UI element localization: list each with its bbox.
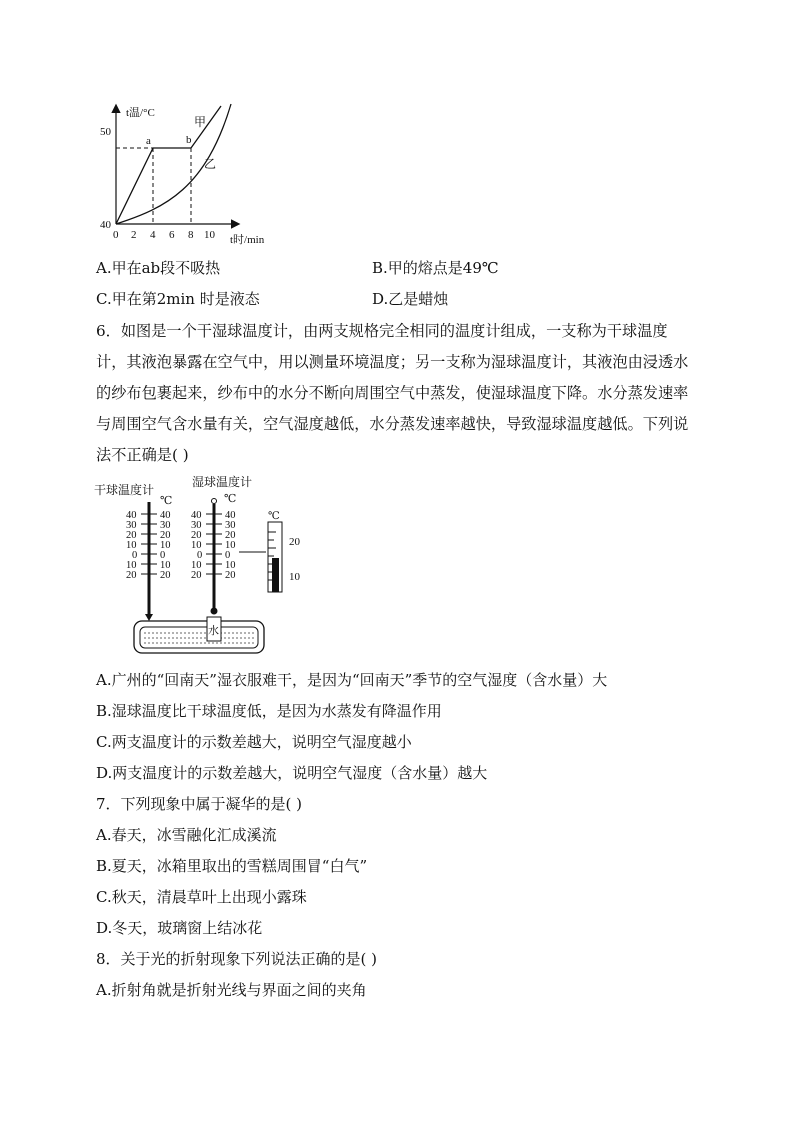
dry-right-20: 20 xyxy=(160,530,171,541)
q5-option-a: A.甲在ab段不吸热 xyxy=(96,259,221,277)
side-thermometer xyxy=(268,511,301,592)
dry-left-m10: 10 xyxy=(126,560,137,571)
wet-left-10: 10 xyxy=(191,540,202,551)
dry-left-m20: 20 xyxy=(126,570,137,581)
dry-right-0: 0 xyxy=(160,550,166,561)
wet-right-10: 10 xyxy=(225,540,236,551)
water-trough xyxy=(134,617,264,653)
q5-option-c: C.甲在第2min 时是液态 xyxy=(96,290,260,308)
point-a: a xyxy=(146,135,151,147)
x-tick-4: 4 xyxy=(150,229,156,241)
wet-left-40: 40 xyxy=(191,510,202,521)
scale-labels xyxy=(126,510,236,581)
x-axis-label: t时/min xyxy=(230,234,265,246)
dry-unit: ℃ xyxy=(160,495,173,507)
wet-right-20: 20 xyxy=(225,530,236,541)
x-ticks xyxy=(113,229,216,241)
wet-left-m20: 20 xyxy=(191,570,202,581)
wet-left-m10: 10 xyxy=(191,560,202,571)
y-tick-50: 50 xyxy=(100,126,111,138)
dry-left-20: 20 xyxy=(126,530,137,541)
dry-left-40: 40 xyxy=(126,510,137,521)
hygrometer-figure xyxy=(94,474,314,654)
q7-option-b: B.夏天，冰箱里取出的雪糕周围冒“白气” xyxy=(96,857,368,875)
x-tick-8: 8 xyxy=(188,229,194,241)
dry-thermometer xyxy=(141,502,157,621)
q6-option-d: D.两支温度计的示数差越大，说明空气湿度（含水量）越大 xyxy=(96,764,488,782)
y-axis-label: t温/°C xyxy=(126,107,155,119)
q6-option-a: A.广州的“回南天”湿衣服难干，是因为“回南天”季节的空气湿度（含水量）大 xyxy=(96,671,608,689)
dry-label: 干球温度计 xyxy=(94,483,155,497)
wet-label: 湿球温度计 xyxy=(192,475,253,489)
q7-option-d: D.冬天，玻璃窗上结冰花 xyxy=(96,919,263,937)
water-label: 水 xyxy=(208,625,219,637)
wet-right-m20: 20 xyxy=(225,570,236,581)
wet-right-40: 40 xyxy=(225,510,236,521)
label-jia: 甲 xyxy=(194,115,207,129)
wet-left-20: 20 xyxy=(191,530,202,541)
x-tick-6: 6 xyxy=(169,229,175,241)
point-b: b xyxy=(186,134,192,146)
dry-right-m20: 20 xyxy=(160,570,171,581)
side-unit: ℃ xyxy=(268,511,280,522)
dry-right-10: 10 xyxy=(160,540,171,551)
wet-right-m10: 10 xyxy=(225,560,236,571)
wet-left-30: 30 xyxy=(191,520,202,531)
x-tick-0: 0 xyxy=(113,229,119,241)
q5-option-b: B.甲的熔点是49℃ xyxy=(372,259,499,277)
label-yi: 乙 xyxy=(204,157,217,171)
q5-option-d: D.乙是蜡烛 xyxy=(372,290,449,308)
melting-graph xyxy=(96,98,276,248)
wet-right-30: 30 xyxy=(225,520,236,531)
q6-option-c: C.两支温度计的示数差越大，说明空气湿度越小 xyxy=(96,733,412,751)
dry-right-40: 40 xyxy=(160,510,171,521)
x-tick-2: 2 xyxy=(131,229,137,241)
q7-option-a: A.春天，冰雪融化汇成溪流 xyxy=(96,826,277,844)
dry-left-0: 0 xyxy=(132,550,138,561)
q6-stem: 6．如图是一个干湿球温度计，由两支规格完全相同的温度计组成，一支称为干球温度计，其液泡暴露在空气中，用以测量环境温度；另一支称为湿球温度计，其液泡由浸透水的纱布包裹起来，纱布中的水分不断向周围空气中蒸发，使湿球温度下降。水分蒸发速率与周围空气含水量有关，空气湿度越低，水分蒸发速率越快，导致湿球温度越低。下列说法不正确是( ) xyxy=(96,322,689,464)
q8-option-a: A.折射角就是折射光线与界面之间的夹角 xyxy=(96,981,367,999)
side-10: 10 xyxy=(289,571,300,583)
wet-right-0: 0 xyxy=(225,550,231,561)
q8-stem: 8．关于光的折射现象下列说法正确的是( ) xyxy=(96,950,378,968)
dry-right-30: 30 xyxy=(160,520,171,531)
side-20: 20 xyxy=(289,536,300,548)
y-tick-40: 40 xyxy=(100,219,111,231)
dry-left-10: 10 xyxy=(126,540,137,551)
q7-stem: 7．下列现象中属于凝华的是( ) xyxy=(96,795,303,813)
dry-left-30: 30 xyxy=(126,520,137,531)
wet-thermometer xyxy=(206,499,222,615)
wet-unit: ℃ xyxy=(224,493,237,505)
wet-left-0: 0 xyxy=(197,550,203,561)
q6-option-b: B.湿球温度比干球温度低，是因为水蒸发有降温作用 xyxy=(96,702,442,720)
dry-right-m10: 10 xyxy=(160,560,171,571)
x-tick-10: 10 xyxy=(204,229,215,241)
q7-option-c: C.秋天，清晨草叶上出现小露珠 xyxy=(96,888,307,906)
